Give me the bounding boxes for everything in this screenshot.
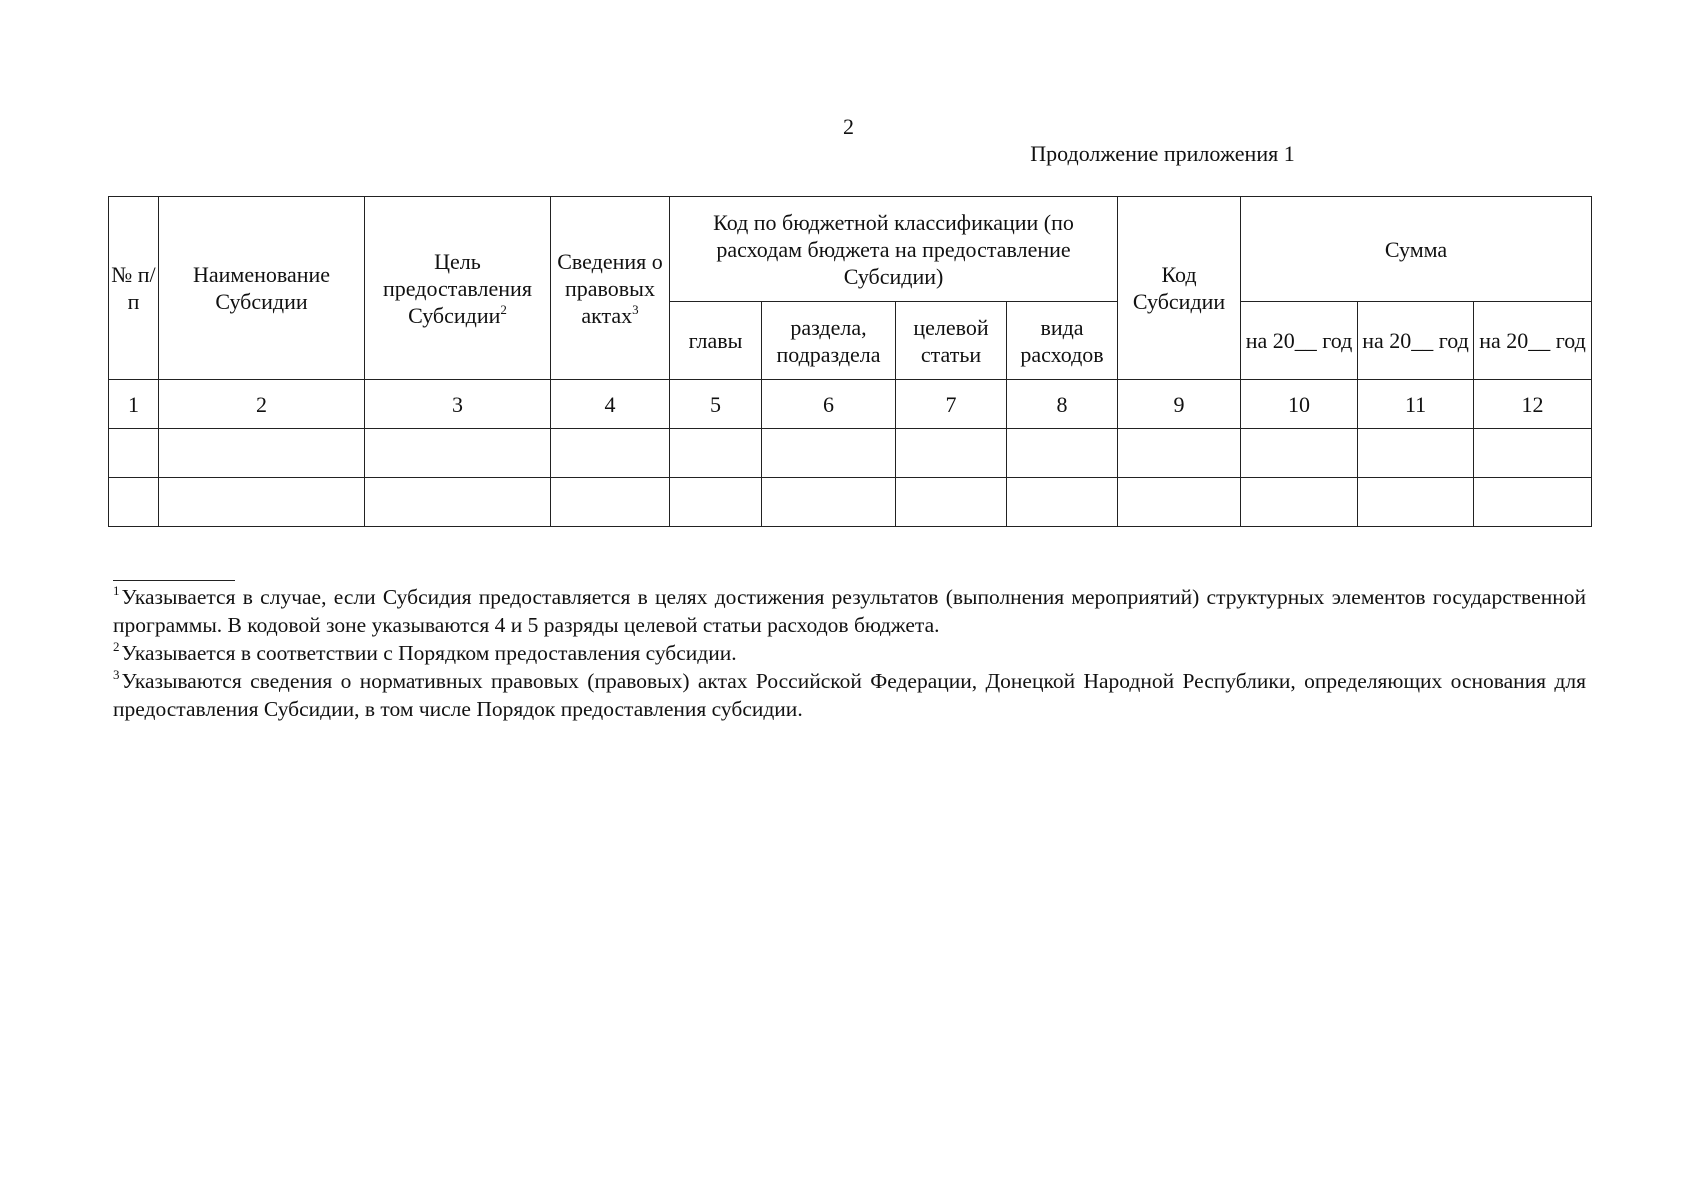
header-goal: Цель предоставления Субсидии$^2$ [365,197,551,380]
column-number: 10 [1241,380,1358,429]
column-number: 6 [762,380,896,429]
table-cell [1241,478,1358,527]
subsidy-budget-table [108,196,1592,527]
column-number: 9 [1118,380,1241,429]
footnote-3 [113,667,1586,723]
table-cell [159,478,365,527]
table-cell [159,429,365,478]
column-number: 3 [365,380,551,429]
column-number: 7 [896,380,1007,429]
column-number: 2 [159,380,365,429]
footnote-separator [113,580,235,581]
table-row [109,478,1592,527]
header-subsidy-code: Код Субсидии [1118,197,1241,380]
header-year-3: на 20__ год [1474,302,1592,380]
footnote-mark: 2 [113,639,120,654]
table-cell [1474,429,1592,478]
column-number: 5 [670,380,762,429]
footnote-text: Указывается в случае, если Субсидия предоставляется в целях достижения результатов (выполнения мероприятий) структурных элементов государственной программы. В кодовой зоне указываются 4 и 5 разряды целевой статьи расходов бюджета. [113,585,1586,637]
table-cell [1474,478,1592,527]
header-target-item: целевой статьи [896,302,1007,380]
table-cell [1007,478,1118,527]
table-cell [762,478,896,527]
header-expense-type: вида расходов [1007,302,1118,380]
header-subsidy-name: Наименование Субсидии [159,197,365,380]
table-header-row [109,197,1592,302]
header-year-1: на 20__ год [1241,302,1358,380]
footnotes [113,583,1586,723]
header-number: № п/п [109,197,159,380]
footnote-text: Указывается в соответствии с Порядком предоставления субсидии. [121,641,737,665]
table-cell [896,429,1007,478]
footnote-text: Указываются сведения о нормативных правовых (правовых) актах Российской Федерации, Донецкой Народной Республики, определяющих основания для предоставления Субсидии, в том числе Порядок предоставления субсидии. [113,669,1586,721]
table-cell [670,478,762,527]
column-number: 12 [1474,380,1592,429]
column-number: 1 [109,380,159,429]
footnote-ref-3: 3 [632,301,639,317]
table-row [109,429,1592,478]
column-number: 11 [1358,380,1474,429]
table-cell [896,478,1007,527]
appendix-continuation-title: Продолжение приложения 1 [1030,141,1295,166]
table-cell [1241,429,1358,478]
table-cell [1118,478,1241,527]
footnote-mark: 3 [113,667,120,682]
footnote-ref-2: 2 [500,301,507,317]
table-cell [1358,478,1474,527]
table-cell [109,429,159,478]
header-sum: Сумма [1241,197,1592,302]
header-chapter: главы [670,302,762,380]
table-cell [109,478,159,527]
footnote-1 [113,583,1586,639]
footnote-2 [113,639,1586,667]
table-cell [551,429,670,478]
page-number: 2 [843,114,854,139]
header-legal-acts: Сведения о правовых актах$^3$ [551,197,670,380]
footnote-mark: 1 [113,583,120,598]
column-number: 4 [551,380,670,429]
table-cell [670,429,762,478]
column-number: 8 [1007,380,1118,429]
table-cell [365,429,551,478]
header-section: раздела, подраздела [762,302,896,380]
header-budget-classification-code: Код по бюджетной классификации (по расходам бюджета на предоставление Субсидии) [670,197,1118,302]
column-number-row [109,380,1592,429]
table-cell [1358,429,1474,478]
table-cell [762,429,896,478]
table-cell [1007,429,1118,478]
table-cell [365,478,551,527]
table-cell [551,478,670,527]
table-cell [1118,429,1241,478]
header-year-2: на 20__ год [1358,302,1474,380]
